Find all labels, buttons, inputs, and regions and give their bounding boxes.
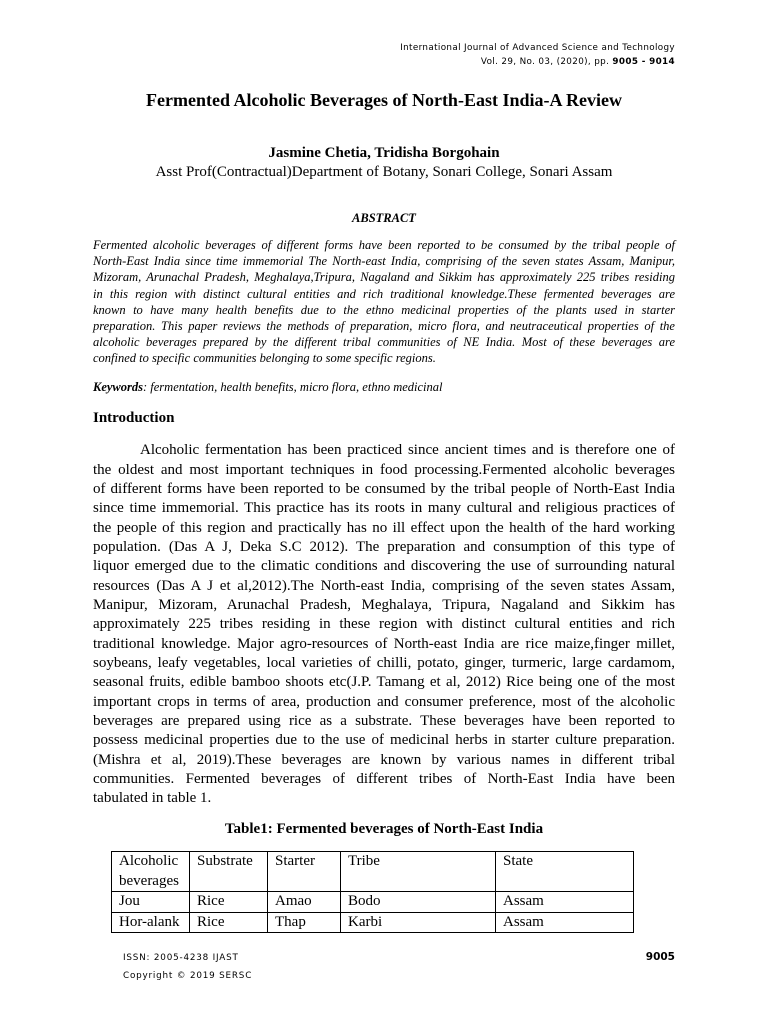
abstract-line: preparation. This paper reviews the methods of preparation, micro flora, and neutraceutical properties of the [93,318,675,333]
paragraph-line: liquor emerged due to the climatic conditions and discovering the use of surrounding natural [93,558,675,575]
abstract-line: alcoholic beverages prepared by the different tribal communities of NE India. Most of these beverages are [93,335,675,350]
footer-issn: ISSN: 2005-4238 IJAST [123,953,239,963]
table-row [112,912,634,933]
paragraph-line: resources (Das A J et al,2012).The North-east India, comprising of the seven states Assam, [93,577,675,594]
table-cell: Assam [496,892,634,913]
table-row [112,892,634,913]
abstract-body [93,237,675,367]
section-heading-introduction: Introduction [93,409,175,426]
paragraph-line: tabulated in table 1. [93,790,212,807]
table-cell: Assam [496,912,634,933]
beverages-table [111,851,634,933]
paragraph-line: traditional knowledge. Major agro-resources of North-east India are rice maize,finger millet, [93,635,675,652]
abstract-line: North-East India since time immemorial The North-east India, comprising of the seven states Assam, Manipur, [93,254,675,269]
author-affiliation: Asst Prof(Contractual)Department of Botany, Sonari College, Sonari Assam [155,163,613,180]
table-cell: Jou [112,892,190,913]
volume-line [400,55,675,69]
table-cell: Thap [268,912,341,933]
abstract-heading: ABSTRACT [352,211,416,225]
volume-issue: Vol. 29, No. 03, (2020), pp. [480,57,610,67]
journal-name: International Journal of Advanced Science and Technology [400,43,675,53]
paragraph-line: approximately 225 tribes residing in these region with distinct cultural entities and rich [93,616,675,633]
footer-copyright: Copyright © 2019 SERSC [123,971,253,981]
paragraph-line: beverages are prepared using rice as a substrate. These beverages have been reported to [93,712,675,729]
table-header-cell: Substrate [190,852,268,892]
paragraph-line: since time immemorial. This practice has its roots in many cultural and religious practices of [93,500,675,517]
table-header-cell: Alcoholic beverages [112,852,190,892]
author-list: Jasmine Chetia, Tridisha Borgohain [268,144,500,161]
paragraph-line: (Mishra et al, 2019).These beverages are known by various names in different tribal [93,751,675,768]
paragraph-line: possess medicinal properties due to the use of medicinal herbs in starter culture preparation. [93,732,675,749]
paragraph-line: Manipur, Mizoram, Arunachal Pradesh, Meghalaya, Tripura, Nagaland and Sikkim has [93,596,675,613]
table-header-cell: Starter [268,852,341,892]
table-cell: Karbi [341,912,496,933]
table-cell: Hor-alank [112,912,190,933]
abstract-line: Mizoram, Arunachal Pradesh, Meghalaya,Tripura, Nagaland and Sikkim has approximately 225 tribes residing [93,270,675,285]
paragraph-line: population. (Das A J, Deka S.C 2012). The preparation and consumption of this type of [93,538,675,555]
paragraph-line: soybeans, leafy vegetables, local varieties of chilli, potato, ginger, turmeric, large cardamom, [93,654,675,671]
page-range: 9005 - 9014 [612,57,675,67]
journal-running-header [400,41,675,69]
abstract-line: in this region with distinct cultural entities and rich traditional knowledge.These fermented beverages are [93,286,675,301]
keywords-label: Keywords [93,380,143,394]
introduction-paragraph [93,441,675,808]
table-header-row [112,852,634,892]
paragraph-line: the people of this region and practically has no ill effect upon the health of the hard working [93,519,675,536]
abstract-line: known to have many health benefits due to the ethno medicinal properties of the plants used in starter [93,302,675,317]
abstract-line: confined to specific communities belonging to some specific regions. [93,351,436,366]
paragraph-line: communities. Fermented beverages of different tribes of North-East India have been [93,770,675,787]
abstract-line: Fermented alcoholic beverages of different forms have been reported to be consumed by the tribal people of [93,237,675,252]
table-header-cell: Tribe [341,852,496,892]
table-cell: Rice [190,912,268,933]
table-cell: Rice [190,892,268,913]
keywords-line [93,379,443,395]
paragraph-line: Alcoholic fermentation has been practiced since ancient times and is therefore one of [140,442,675,459]
paragraph-line: of different forms have been reported to be consumed by the tribal people of North-East India [93,480,675,497]
table-cell: Bodo [341,892,496,913]
paragraph-line: important crops in terms of area, production and consumer preference, most of the alcoholic [93,693,675,710]
paragraph-line: the oldest and most important techniques in food processing.Fermented alcoholic beverages [93,461,675,478]
page-number: 9005 [645,951,675,963]
keywords-text: : fermentation, health benefits, micro flora, ethno medicinal [143,380,443,394]
table-caption: Table1: Fermented beverages of North-East India [224,820,544,837]
table-cell: Amao [268,892,341,913]
table-header-cell: State [496,852,634,892]
paragraph-line: seasonal fruits, edible bamboo shoots etc(J.P. Tamang et al, 2012) Rice being one of the most [93,674,675,691]
paper-title: Fermented Alcoholic Beverages of North-East India-A Review [146,90,622,110]
